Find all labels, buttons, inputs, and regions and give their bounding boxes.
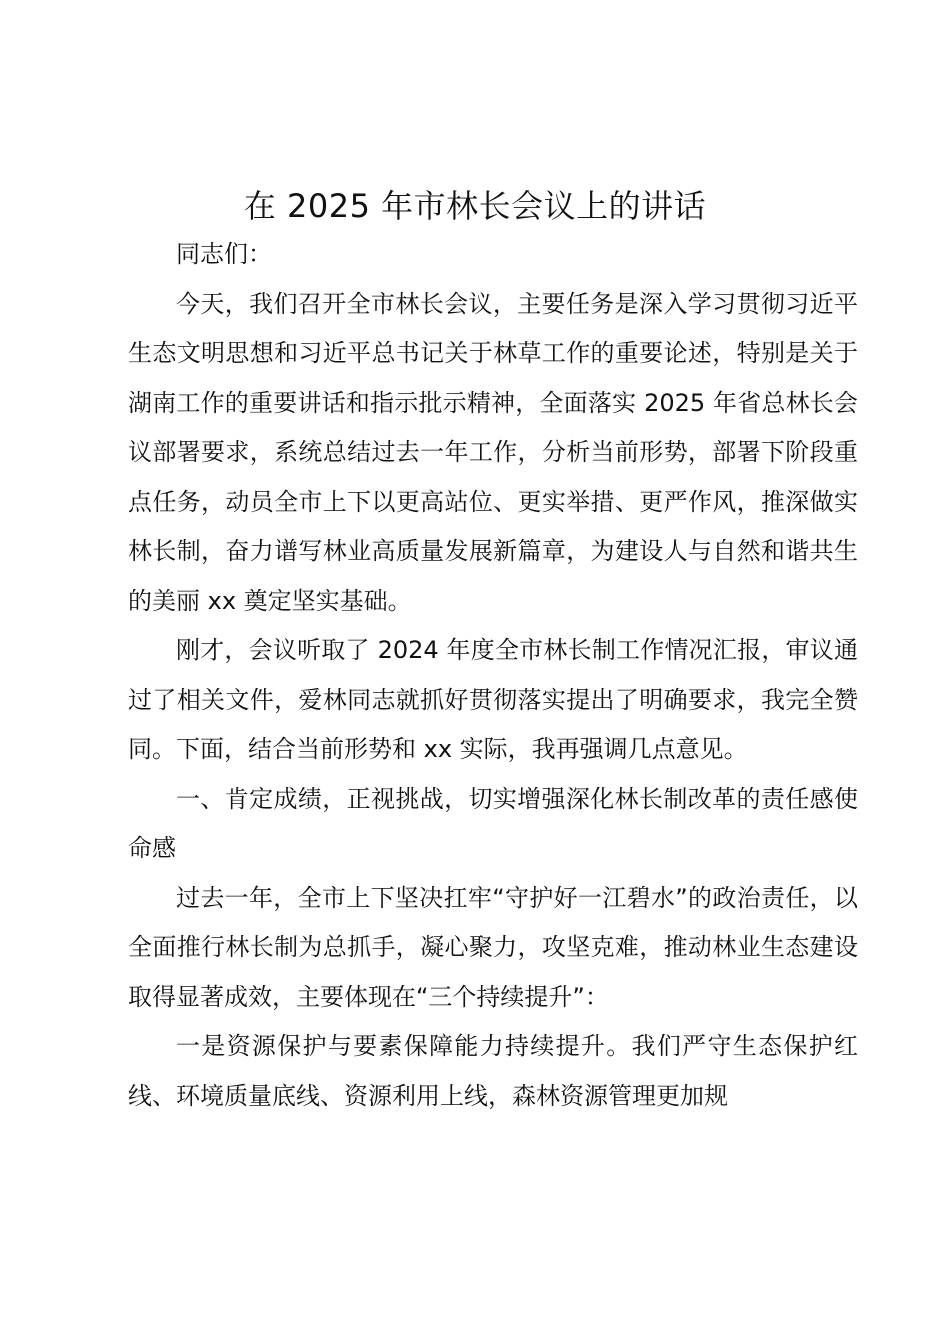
document-body (128, 230, 858, 1121)
paragraph-intro: 今天，我们召开全市林长会议，主要任务是深入学习贯彻习近平生态文明思想和习近平总书记关于林草工作的重要论述，特别是关于湖南工作的重要讲话和指示批示精神，全面落实 2025 年省总林长会议部署要求，系统总结过去一年工作，分析当前形势，部署下阶段重点任务，动员全市上下以更高站位、更实举措、更严作风，推深做实林长制，奋力谱写林业高质量发展新篇章，为建设人与自然和谐共生的美丽 xx 奠定坚实基础。 (128, 289, 858, 615)
paragraph-remarks: 刚才，会议听取了 2024 年度全市林长制工作情况汇报，审议通过了相关文件，爱林同志就抓好贯彻落实提出了明确要求，我完全赞同。下面，结合当前形势和 xx 实际，我再强调几点意见。 (128, 636, 858, 763)
document-title: 在 2025 年市林长会议上的讲话 (243, 187, 707, 225)
paragraph-achievements: 过去一年，全市上下坚决扛牢“守护好一江碧水”的政治责任，以全面推行林长制为总抓手，凝心聚力，攻坚克难，推动林业生态建设取得显著成效，主要体现在“三个持续提升”： (128, 883, 858, 1011)
paragraph-point-1: 一是资源保护与要素保障能力持续提升。我们严守生态保护红线、环境质量底线、资源利用上线，森林资源管理更加规 (128, 1032, 858, 1110)
section-heading-1: 一、肯定成绩，正视挑战，切实增强深化林长制改革的责任感使命感 (128, 784, 858, 862)
salutation: 同志们： (176, 240, 272, 268)
